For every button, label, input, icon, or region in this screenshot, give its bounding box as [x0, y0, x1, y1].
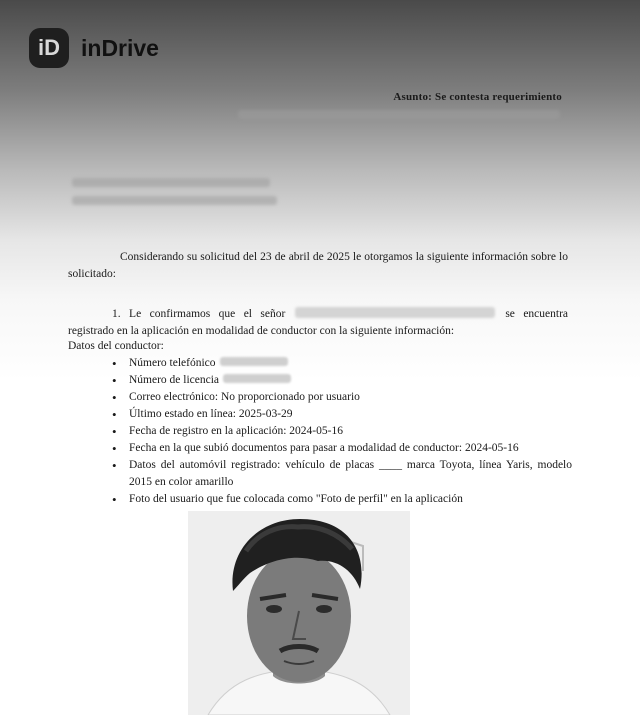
driver-data-list — [112, 355, 572, 508]
item-number: 1. — [112, 308, 121, 320]
indrive-logo-icon: iD — [29, 28, 69, 68]
brand-logo — [29, 28, 159, 68]
list-item: • Fecha en la que subió documentos para pasar a modalidad de conductor: 2024-05-16 — [112, 440, 572, 457]
redacted-value — [223, 374, 291, 383]
brand-name: inDrive — [81, 34, 159, 61]
letter-subject: Asunto: Se contesta requerimiento — [393, 91, 562, 103]
redacted-recipient-line-2 — [72, 196, 277, 205]
redacted-recipient-line-1 — [72, 178, 270, 187]
list-item: • Número telefónico — [112, 355, 572, 372]
list-item: • Foto del usuario que fue colocada como "Foto de perfil" en la aplicación — [112, 491, 572, 508]
redacted-value — [220, 357, 288, 366]
numbered-item-1 — [68, 306, 568, 340]
redacted-name — [295, 307, 495, 318]
person-portrait-icon — [188, 511, 410, 715]
list-item: • Datos del automóvil registrado: vehículo de placas ____ marca Toyota, línea Yaris, modelo 2015 en color amarillo — [112, 457, 572, 491]
list-item: • Número de licencia — [112, 372, 572, 389]
profile-photo — [188, 511, 410, 715]
list-item: • Fecha de registro en la aplicación: 2024-05-16 — [112, 423, 572, 440]
item-text-after: se encuentra registrado en la aplicación en modalidad de conductor con la siguiente información: — [68, 308, 569, 337]
list-item: • Correo electrónico: No proporcionado por usuario — [112, 389, 572, 406]
item-text-before: Le confirmamos que el señor — [129, 308, 286, 320]
redacted-reference — [238, 110, 560, 119]
datos-label: Datos del conductor: — [68, 340, 164, 352]
intro-paragraph: Considerando su solicitud del 23 de abril de 2025 le otorgamos la siguiente información sobre lo solicitado: — [68, 251, 568, 280]
list-item: • Último estado en línea: 2025-03-29 — [112, 406, 572, 423]
